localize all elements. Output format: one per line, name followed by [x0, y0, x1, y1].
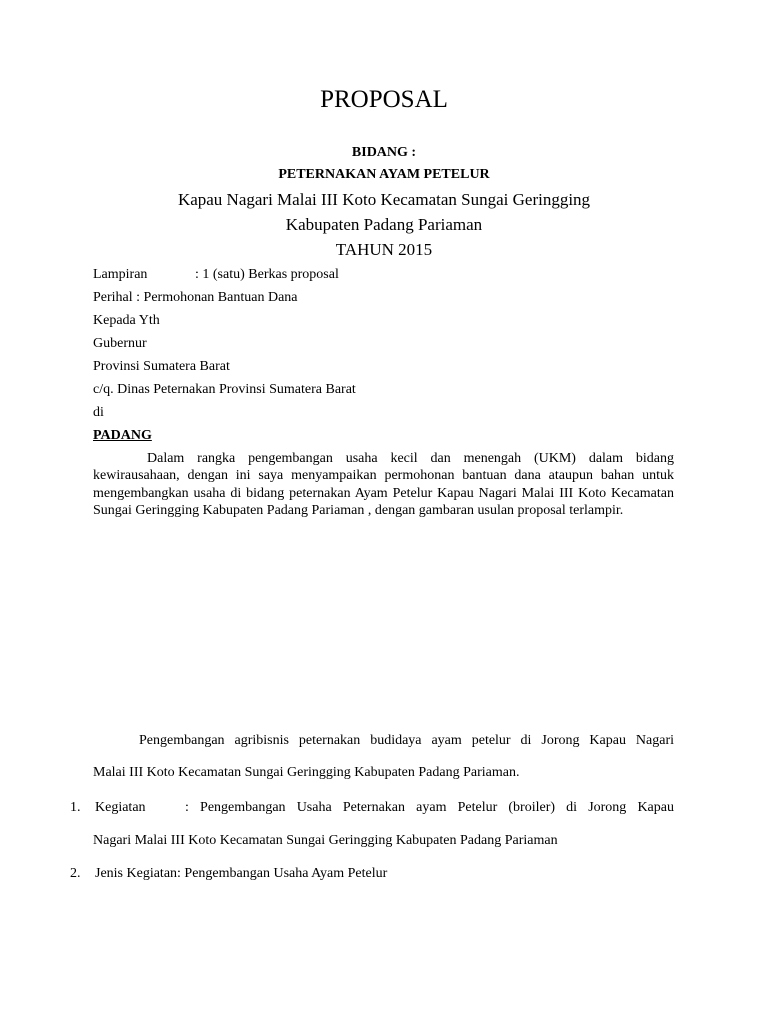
location-line-1: Kapau Nagari Malai III Koto Kecamatan Sungai Geringging	[177, 190, 591, 209]
section-intro-line-2: Malai III Koto Kecamatan Sungai Geringging Kabupaten Padang Pariaman.	[93, 765, 520, 780]
activity-label: Kegiatan	[95, 800, 146, 815]
attachment-value: : 1 (satu) Berkas proposal	[195, 267, 339, 282]
attachment-line	[93, 267, 339, 283]
list-item-activity	[95, 800, 674, 816]
field-label: BIDANG :	[351, 145, 417, 160]
location-line-2: Kabupaten Padang Pariaman	[285, 215, 483, 234]
activity-value: : Pengembangan Usaha Peternakan ayam Petelur (broiler) di Jorong Kapau	[185, 800, 674, 815]
addressee-cq: c/q. Dinas Peternakan Provinsi Sumatera Barat	[93, 382, 356, 397]
addressee-greeting: Kepada Yth	[93, 313, 160, 328]
addressee-title: Gubernur	[93, 336, 147, 351]
addressee-province: Provinsi Sumatera Barat	[93, 359, 230, 374]
field-name: PETERNAKAN AYAM PETELUR	[278, 167, 490, 182]
list-number-2: 2.	[70, 866, 81, 881]
addressee-di: di	[93, 405, 104, 420]
document-title: PROPOSAL	[320, 86, 448, 113]
subject-line: Perihal : Permohonan Bantuan Dana	[93, 290, 298, 305]
list-item-activity-type: Jenis Kegiatan: Pengembangan Usaha Ayam Petelur	[95, 866, 388, 881]
section-intro-line-1: Pengembangan agribisnis peternakan budidaya ayam petelur di Jorong Kapau Nagari	[139, 733, 674, 748]
letter-body-paragraph: Dalam rangka pengembangan usaha kecil dan menengah (UKM) dalam bidang kewirausahaan, dengan ini saya menyampaikan permohonan bantuan dana ataupun bahan untuk mengembangkan usaha di bidang peternakan Ayam Petelur Kapau Nagari Malai III Koto Kecamatan Sungai Geringging Kabupaten Padang Pariaman , dengan gambaran usulan proposal terlampir.	[93, 451, 674, 519]
attachment-label: Lampiran	[93, 267, 148, 282]
year-heading: TAHUN 2015	[335, 240, 433, 259]
activity-continuation: Nagari Malai III Koto Kecamatan Sungai Geringging Kabupaten Padang Pariaman	[93, 833, 558, 848]
list-number-1: 1.	[70, 800, 81, 815]
addressee-city: PADANG	[93, 428, 152, 443]
